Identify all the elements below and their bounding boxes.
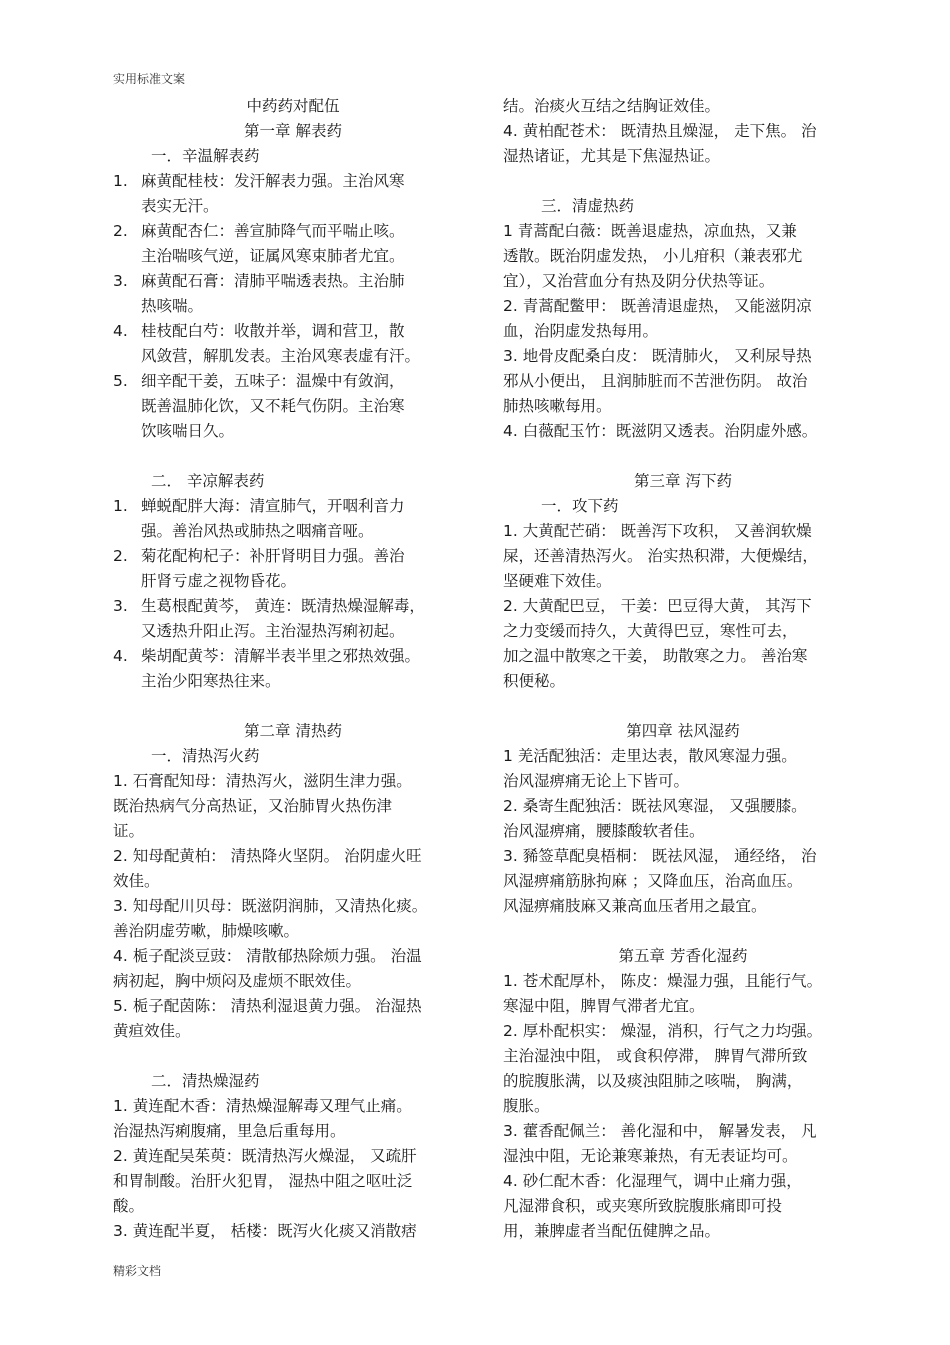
body-line: 结。治痰火互结之结胸证效佳。 — [503, 97, 721, 115]
body-line: 寒湿中阻，脾胃气滞者尤宜。 — [503, 997, 705, 1015]
body-line: 4. 栀子配淡豆豉： 清散郁热除烦力强。 治温 — [113, 947, 422, 965]
numbered-item — [113, 594, 473, 644]
body-line: 3. 黄连配半夏， 栝楼：既泻火化痰又消散痞 — [113, 1222, 417, 1240]
body-line: 2. 大黄配巴豆， 干姜：巴豆得大黄， 其泻下 — [503, 597, 812, 615]
item-text: 主治少阳寒热往来。 — [141, 672, 281, 690]
item-text: 肝肾亏虚之视物昏花。 — [141, 572, 297, 590]
body-line: 积便秘。 — [503, 672, 566, 690]
body-line: 风湿痹痛筋脉拘麻 ；又降血压，治高血压。 — [503, 872, 803, 890]
numbered-item — [113, 644, 473, 694]
item-number: 3. — [113, 597, 128, 615]
body-line: 2. 黄连配吴茱萸：既清热泻火燥湿， 又疏肝 — [113, 1147, 417, 1165]
body-line: 酸。 — [113, 1197, 145, 1215]
chapter-2-title: 第二章 清热药 — [244, 722, 342, 740]
item-number: 2. — [113, 547, 128, 565]
body-line: 屎，还善清热泻火。 治实热积滞，大便燥结， — [503, 547, 818, 565]
item-number: 5. — [113, 372, 128, 390]
item-text: 表实无汗。 — [141, 197, 219, 215]
body-line: 2. 青蒿配鳖甲： 既善清退虚热， 又能滋阴凉 — [503, 297, 812, 315]
chapter-4-title: 第四章 祛风湿药 — [626, 722, 740, 740]
body-line: 凡湿滞食积，或夹寒所致脘腹胀痛即可投 — [503, 1197, 783, 1215]
body-line: 1. 大黄配芒硝： 既善泻下攻积， 又善润软燥 — [503, 522, 812, 540]
body-line: 治风湿痹痛无论上下皆可。 — [503, 772, 690, 790]
left-column — [113, 94, 473, 1244]
body-line: 的脘腹胀满，以及痰浊阻肺之咳喘， 胸满， — [503, 1072, 803, 1090]
body-line: 之力变缓而持久，大黄得巴豆，寒性可去， — [503, 622, 798, 640]
body-line: 2. 厚朴配枳实： 燥湿，消积，行气之力均强。 — [503, 1022, 823, 1040]
item-text: 细辛配干姜，五味子：温燥中有敛润， — [141, 372, 405, 390]
numbered-item — [113, 219, 473, 269]
body-line: 宜），又治营血分有热及阴分伏热等证。 — [503, 272, 775, 290]
item-number: 1. — [113, 172, 128, 190]
body-line: 5. 栀子配茵陈： 清热利湿退黄力强。 治湿热 — [113, 997, 422, 1015]
item-number: 1. — [113, 497, 128, 515]
item-text: 蝉蜕配胖大海：清宣肺气，开咽利音力 — [141, 497, 405, 515]
body-line: 血，治阴虚发热每用。 — [503, 322, 659, 340]
body-line: 1. 石膏配知母：清热泻火，滋阴生津力强。 — [113, 772, 412, 790]
body-line: 1. 苍术配厚朴， 陈皮：燥湿力强，且能行气。 — [503, 972, 823, 990]
section-title: 一．清热泻火药 — [151, 747, 260, 765]
numbered-item — [113, 544, 473, 594]
item-text: 麻黄配杏仁：善宣肺降气而平喘止咳。 — [141, 222, 405, 240]
page-footer: 精彩文档 — [113, 1264, 162, 1278]
body-line: 加之温中散寒之干姜， 助散寒之力。 善治寒 — [503, 647, 808, 665]
body-line: 病初起，胸中烦闷及虚烦不眠效佳。 — [113, 972, 362, 990]
document-title: 中药药对配伍 — [246, 97, 340, 115]
item-text: 菊花配枸杞子：补肝肾明目力强。善治 — [141, 547, 405, 565]
right-column — [503, 94, 863, 1244]
body-line: 2. 桑寄生配独活：既祛风寒湿， 又强腰膝。 — [503, 797, 807, 815]
item-text: 生葛根配黄芩， 黄连：既清热燥湿解毒， — [141, 597, 425, 615]
numbered-item — [113, 169, 473, 219]
body-line: 坚硬难下效佳。 — [503, 572, 612, 590]
body-line: 湿浊中阻，无论兼寒兼热，有无表证均可。 — [503, 1147, 798, 1165]
item-text: 主治喘咳气逆，证属风寒束肺者尤宜。 — [141, 247, 405, 265]
body-line: 3. 知母配川贝母：既滋阴润肺，又清热化痰。 — [113, 897, 428, 915]
body-line: 既治热病气分高热证，又治肺胃火热伤津 — [113, 797, 393, 815]
chapter-1-title: 第一章 解表药 — [244, 122, 342, 140]
item-text: 又透热升阳止泻。主治湿热泻痢初起。 — [141, 622, 405, 640]
body-line: 风湿痹痛肢麻又兼高血压者用之最宜。 — [503, 897, 767, 915]
body-line: 4. 白薇配玉竹：既滋阴又透表。治阴虚外感。 — [503, 422, 818, 440]
body-line: 4. 砂仁配木香：化湿理气，调中止痛力强， — [503, 1172, 802, 1190]
body-line: 证。 — [113, 822, 145, 840]
body-line: 4. 黄柏配苍术： 既清热且燥湿， 走下焦。 治 — [503, 122, 817, 140]
section-title: 一．攻下药 — [541, 497, 619, 515]
body-line: 3. 豨签草配臭梧桐： 既祛风湿， 通经络， 治 — [503, 847, 817, 865]
body-line: 肺热咳嗽每用。 — [503, 397, 612, 415]
section-title: 一．辛温解表药 — [151, 147, 260, 165]
item-text: 强。善治风热或肺热之咽痛音哑。 — [141, 522, 374, 540]
body-line: 治风湿痹痛，腰膝酸软者佳。 — [503, 822, 705, 840]
body-line: 透散。既治阴虚发热， 小儿疳积（兼表邪尤 — [503, 247, 803, 265]
item-text: 麻黄配石膏：清肺平喘透表热。主治肺 — [141, 272, 405, 290]
item-number: 3. — [113, 272, 128, 290]
numbered-item — [113, 269, 473, 319]
numbered-item — [113, 319, 473, 369]
section-title: 二． 辛凉解表药 — [151, 472, 265, 490]
body-line: 湿热诸证，尤其是下焦湿热证。 — [503, 147, 721, 165]
body-line: 和胃制酸。治肝火犯胃， 湿热中阻之呕吐泛 — [113, 1172, 413, 1190]
body-line: 效佳。 — [113, 872, 160, 890]
body-line: 腹胀。 — [503, 1097, 550, 1115]
body-line: 3. 地骨皮配桑白皮： 既清肺火， 又利尿导热 — [503, 347, 812, 365]
item-text: 风敛营，解肌发表。主治风寒表虚有汗。 — [141, 347, 421, 365]
body-line: 善治阴虚劳嗽，肺燥咳嗽。 — [113, 922, 300, 940]
page-header: 实用标准文案 — [113, 72, 186, 86]
body-line: 1 羌活配独活：走里达表，散风寒湿力强。 — [503, 747, 797, 765]
body-line: 邪从小便出， 且润肺脏而不苦泄伤阴。 故治 — [503, 372, 808, 390]
body-line: 3. 藿香配佩兰： 善化湿和中， 解暑发表， 凡 — [503, 1122, 817, 1140]
body-line: 主治湿浊中阻， 或食积停滞， 脾胃气滞所致 — [503, 1047, 808, 1065]
item-number: 4. — [113, 647, 128, 665]
body-line: 治湿热泻痢腹痛，里急后重每用。 — [113, 1122, 346, 1140]
item-text: 桂枝配白芍：收散并举，调和营卫，散 — [141, 322, 405, 340]
item-text: 热咳喘。 — [141, 297, 204, 315]
item-text: 麻黄配桂枝：发汗解表力强。主治风寒 — [141, 172, 405, 190]
section-title: 二．清热燥湿药 — [151, 1072, 260, 1090]
body-line: 2. 知母配黄柏： 清热降火坚阴。 治阴虚火旺 — [113, 847, 422, 865]
body-line: 用，兼脾虚者当配伍健脾之品。 — [503, 1222, 721, 1240]
numbered-item — [113, 494, 473, 544]
item-text: 柴胡配黄芩：清解半表半里之邪热效强。 — [141, 647, 421, 665]
numbered-item — [113, 369, 473, 444]
item-number: 2. — [113, 222, 128, 240]
item-number: 4. — [113, 322, 128, 340]
chapter-3-title: 第三章 泻下药 — [634, 472, 732, 490]
body-line: 黄疸效佳。 — [113, 1022, 191, 1040]
section-title: 三．清虚热药 — [541, 197, 635, 215]
item-text: 饮咳喘日久。 — [141, 422, 235, 440]
body-line: 1. 黄连配木香：清热燥湿解毒又理气止痛。 — [113, 1097, 412, 1115]
item-text: 既善温肺化饮，又不耗气伤阴。主治寒 — [141, 397, 405, 415]
body-line: 1 青蒿配白薇：既善退虚热，凉血热，又兼 — [503, 222, 797, 240]
chapter-5-title: 第五章 芳香化湿药 — [618, 947, 748, 965]
